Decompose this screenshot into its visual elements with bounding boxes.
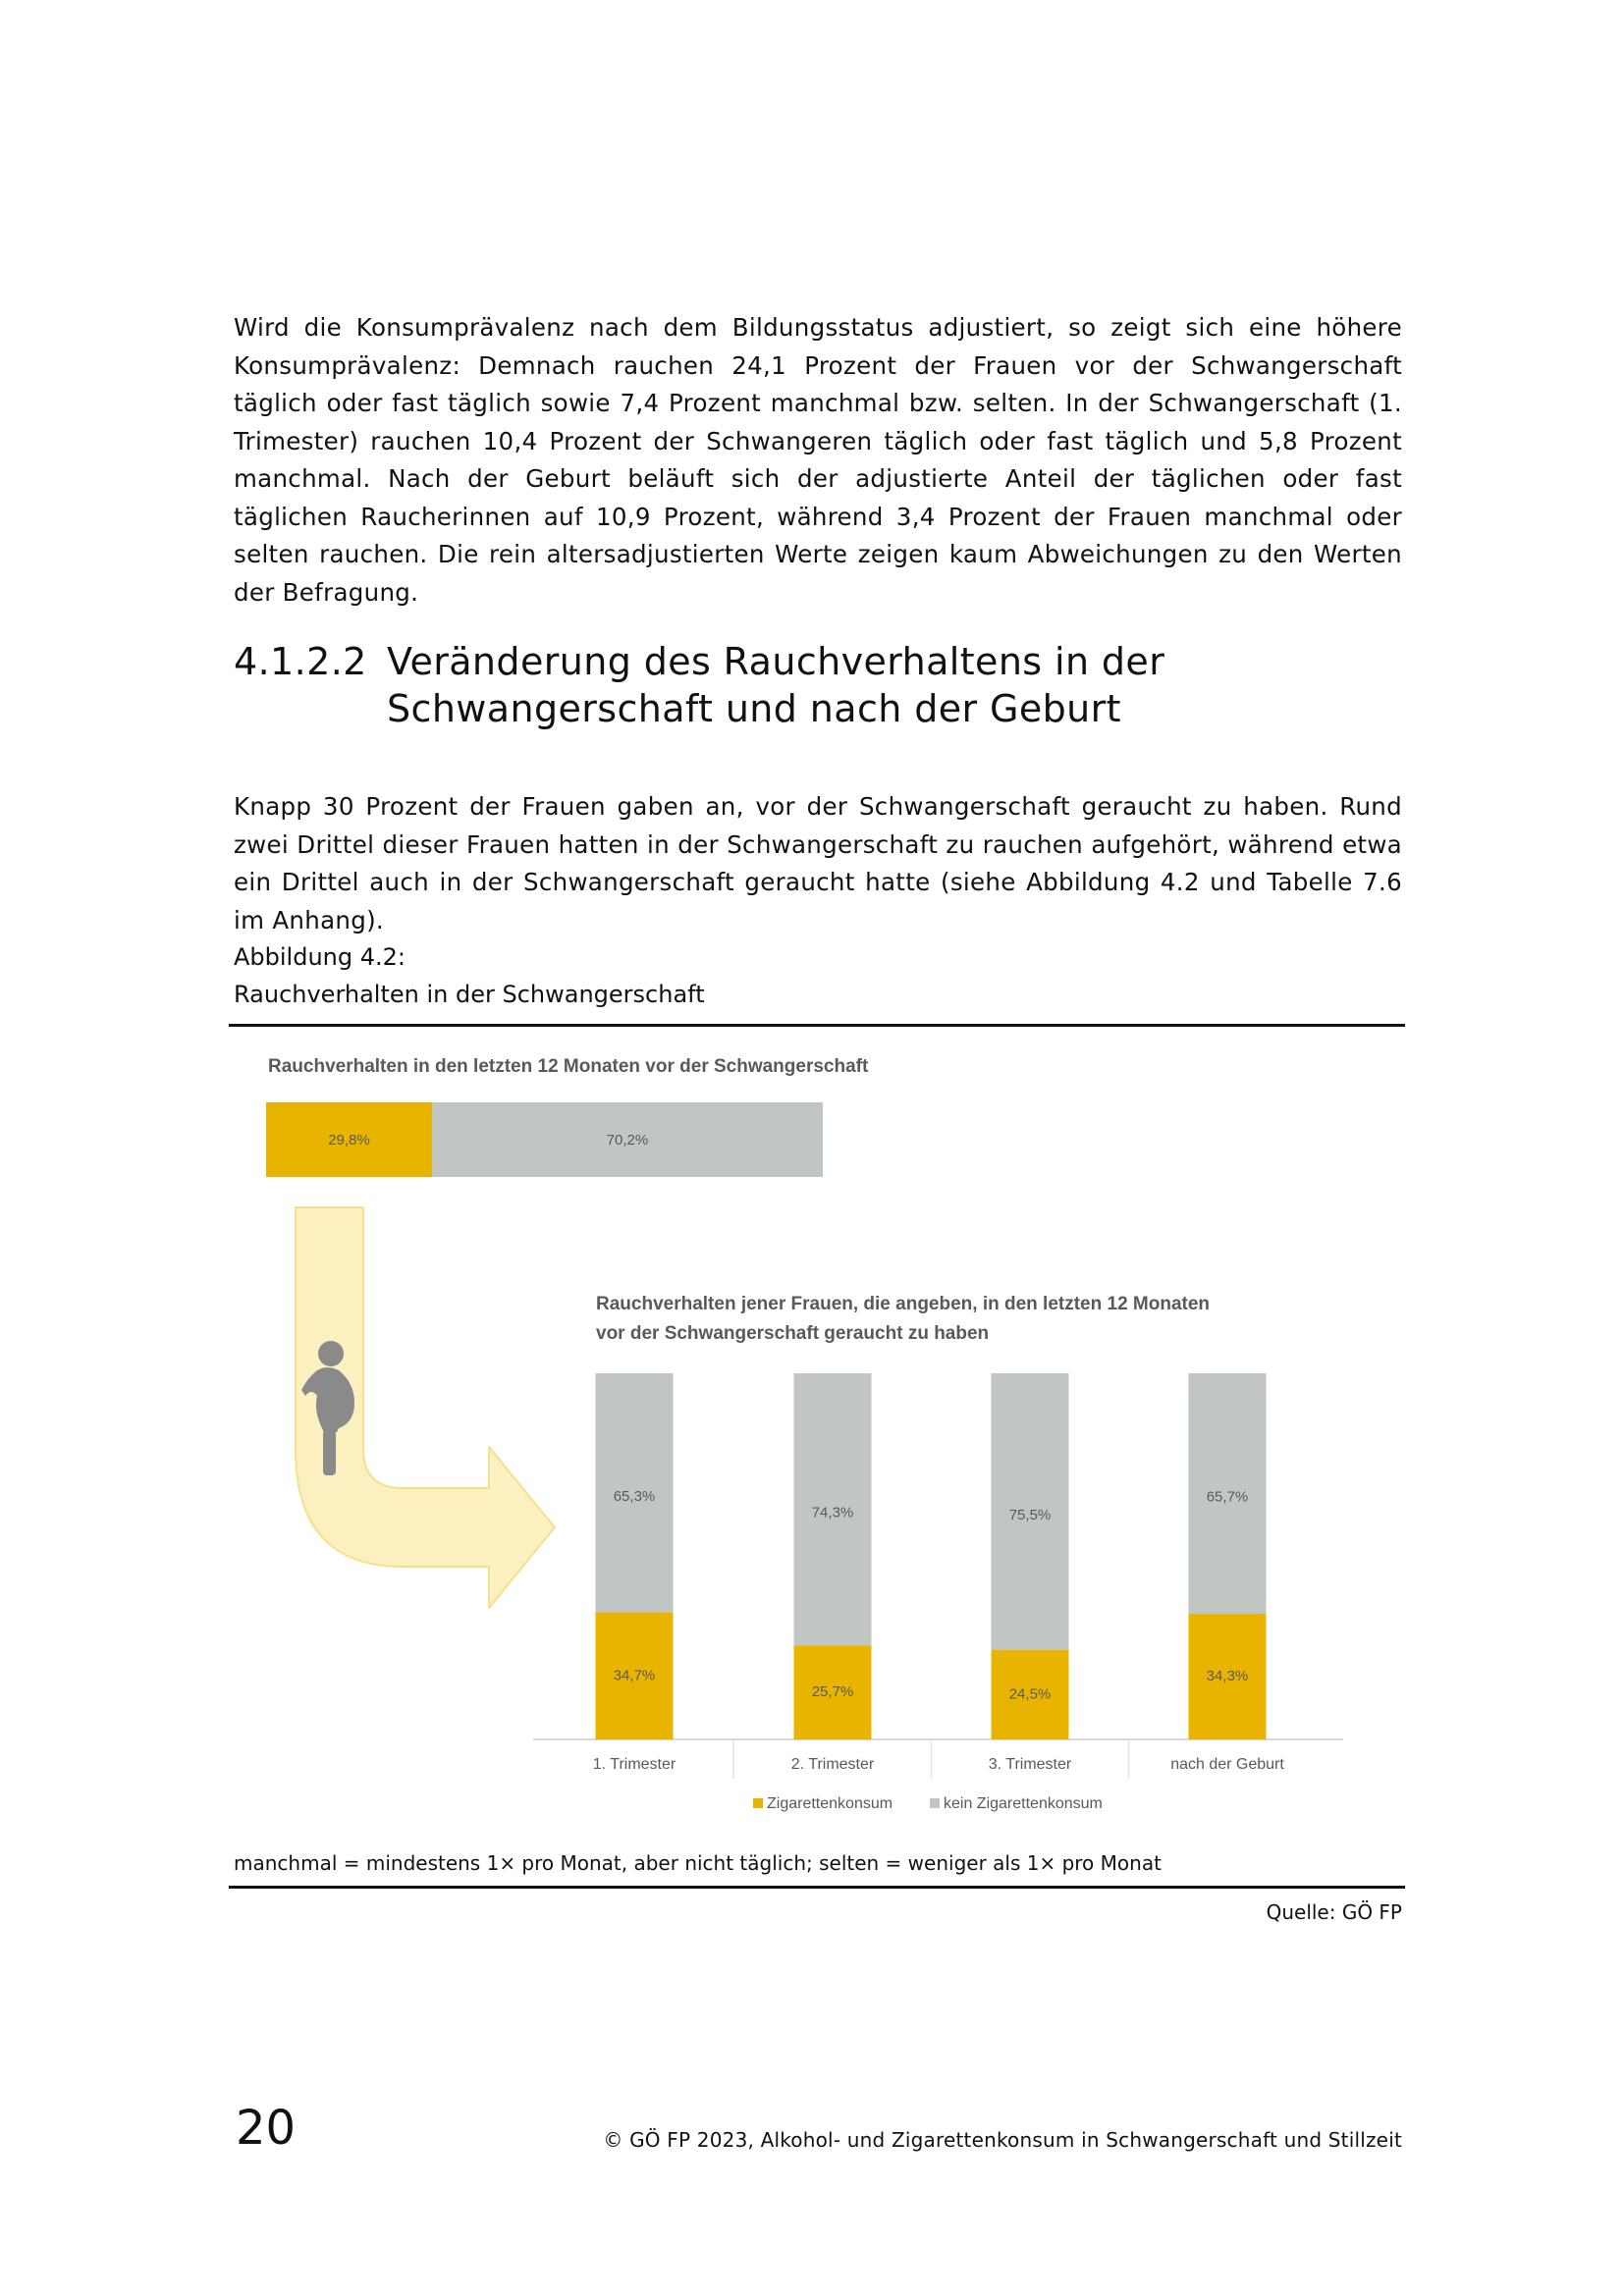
top-bar-value-label: 29,8% xyxy=(328,1132,370,1148)
legend-label-smoking: Zigarettenkonsum xyxy=(767,1795,893,1812)
figure-chart xyxy=(229,1025,1405,1869)
x-tick-label: 3. Trimester xyxy=(988,1756,1072,1773)
chart-legend xyxy=(753,1795,1103,1812)
figure-caption xyxy=(234,938,705,1013)
bar-value-label-smoking: 25,7% xyxy=(811,1683,854,1701)
x-tick-label: 2. Trimester xyxy=(790,1756,875,1773)
figure-footnote: manchmal = mindestens 1× pro Monat, aber nicht täglich; selten = weniger als 1× pro Monat xyxy=(234,1851,1162,1875)
legend-swatch-smoking xyxy=(753,1798,763,1808)
bottom-stacked-bars xyxy=(593,1373,1285,1779)
figure-bottom-rule xyxy=(229,1886,1405,1889)
legend-swatch-non-smoking xyxy=(930,1798,940,1808)
section-title-line-2: Schwangerschaft und nach der Geburt xyxy=(387,687,1121,730)
x-tick-label: 1. Trimester xyxy=(592,1756,676,1773)
bar-value-label-non-smoking: 75,5% xyxy=(1008,1506,1052,1523)
bar-value-label-non-smoking: 65,3% xyxy=(613,1487,656,1505)
bottom-chart-title-line-1: Rauchverhalten jener Frauen, die angeben, in den letzten 12 Monaten xyxy=(596,1294,1211,1314)
figure-source: Quelle: GÖ FP xyxy=(1266,1900,1402,1924)
section-title-line-1: Veränderung des Rauchverhaltens in der xyxy=(387,640,1165,683)
x-tick-label: nach der Geburt xyxy=(1170,1756,1284,1773)
bar-value-label-smoking: 24,5% xyxy=(1008,1685,1052,1703)
top-chart-title: Rauchverhalten in den letzten 12 Monaten vor der Schwangerschaft xyxy=(268,1056,869,1077)
legend-label-non-smoking: kein Zigarettenkonsum xyxy=(944,1795,1103,1812)
section-number: 4.1.2.2 xyxy=(234,640,367,683)
top-bar-value-label: 70,2% xyxy=(606,1132,649,1148)
bottom-chart-title-line-2: vor der Schwangerschaft geraucht zu haben xyxy=(596,1323,990,1344)
bar-value-label-smoking: 34,7% xyxy=(613,1667,656,1684)
page-number: 20 xyxy=(236,2101,297,2156)
top-stacked-bar xyxy=(266,1102,823,1177)
body-paragraph-1: Wird die Konsumprävalenz nach dem Bildungsstatus adjustiert, so zeigt sich eine höhere Konsumprävalenz: Demnach rauchen 24,1 Prozent der Frauen vor der Schwangerschaft täglich oder fast täglich sowie 7,4 Prozent manchmal bzw. selten. In der Schwangerschaft (1. Trimester) rauchen 10,4 Prozent der Schwangeren täglich oder fast täglich und 5,8 Prozent manchmal. Nach der Geburt beläuft sich der adjustierte Anteil der täglichen oder fast täglichen Raucherinnen auf 10,9 Prozent, während 3,4 Prozent der Frauen manchmal oder selten rauchen. Die rein altersadjustierten Werte zeigen kaum Abweichungen zu den Werten der Befragung. xyxy=(234,313,1402,607)
body-paragraph-2: Knapp 30 Prozent der Frauen gaben an, vor der Schwangerschaft geraucht zu haben. Rund zwei Drittel dieser Frauen hatten in der Schwangerschaft zu rauchen aufgehört, während etwa ein Drittel auch in der Schwangerschaft geraucht hatte (siehe Abbildung 4.2 und Tabelle 7.6 im Anhang). xyxy=(234,792,1402,934)
bar-value-label-non-smoking: 65,7% xyxy=(1206,1488,1249,1506)
figure-title: Rauchverhalten in der Schwangerschaft xyxy=(234,981,705,1008)
figure-label: Abbildung 4.2: xyxy=(234,943,406,971)
section-heading xyxy=(234,638,1164,732)
page-footer: © GÖ FP 2023, Alkohol- und Zigarettenkonsum in Schwangerschaft und Stillzeit xyxy=(603,2128,1402,2152)
bar-value-label-non-smoking: 74,3% xyxy=(811,1504,854,1522)
bar-value-label-smoking: 34,3% xyxy=(1206,1668,1249,1685)
